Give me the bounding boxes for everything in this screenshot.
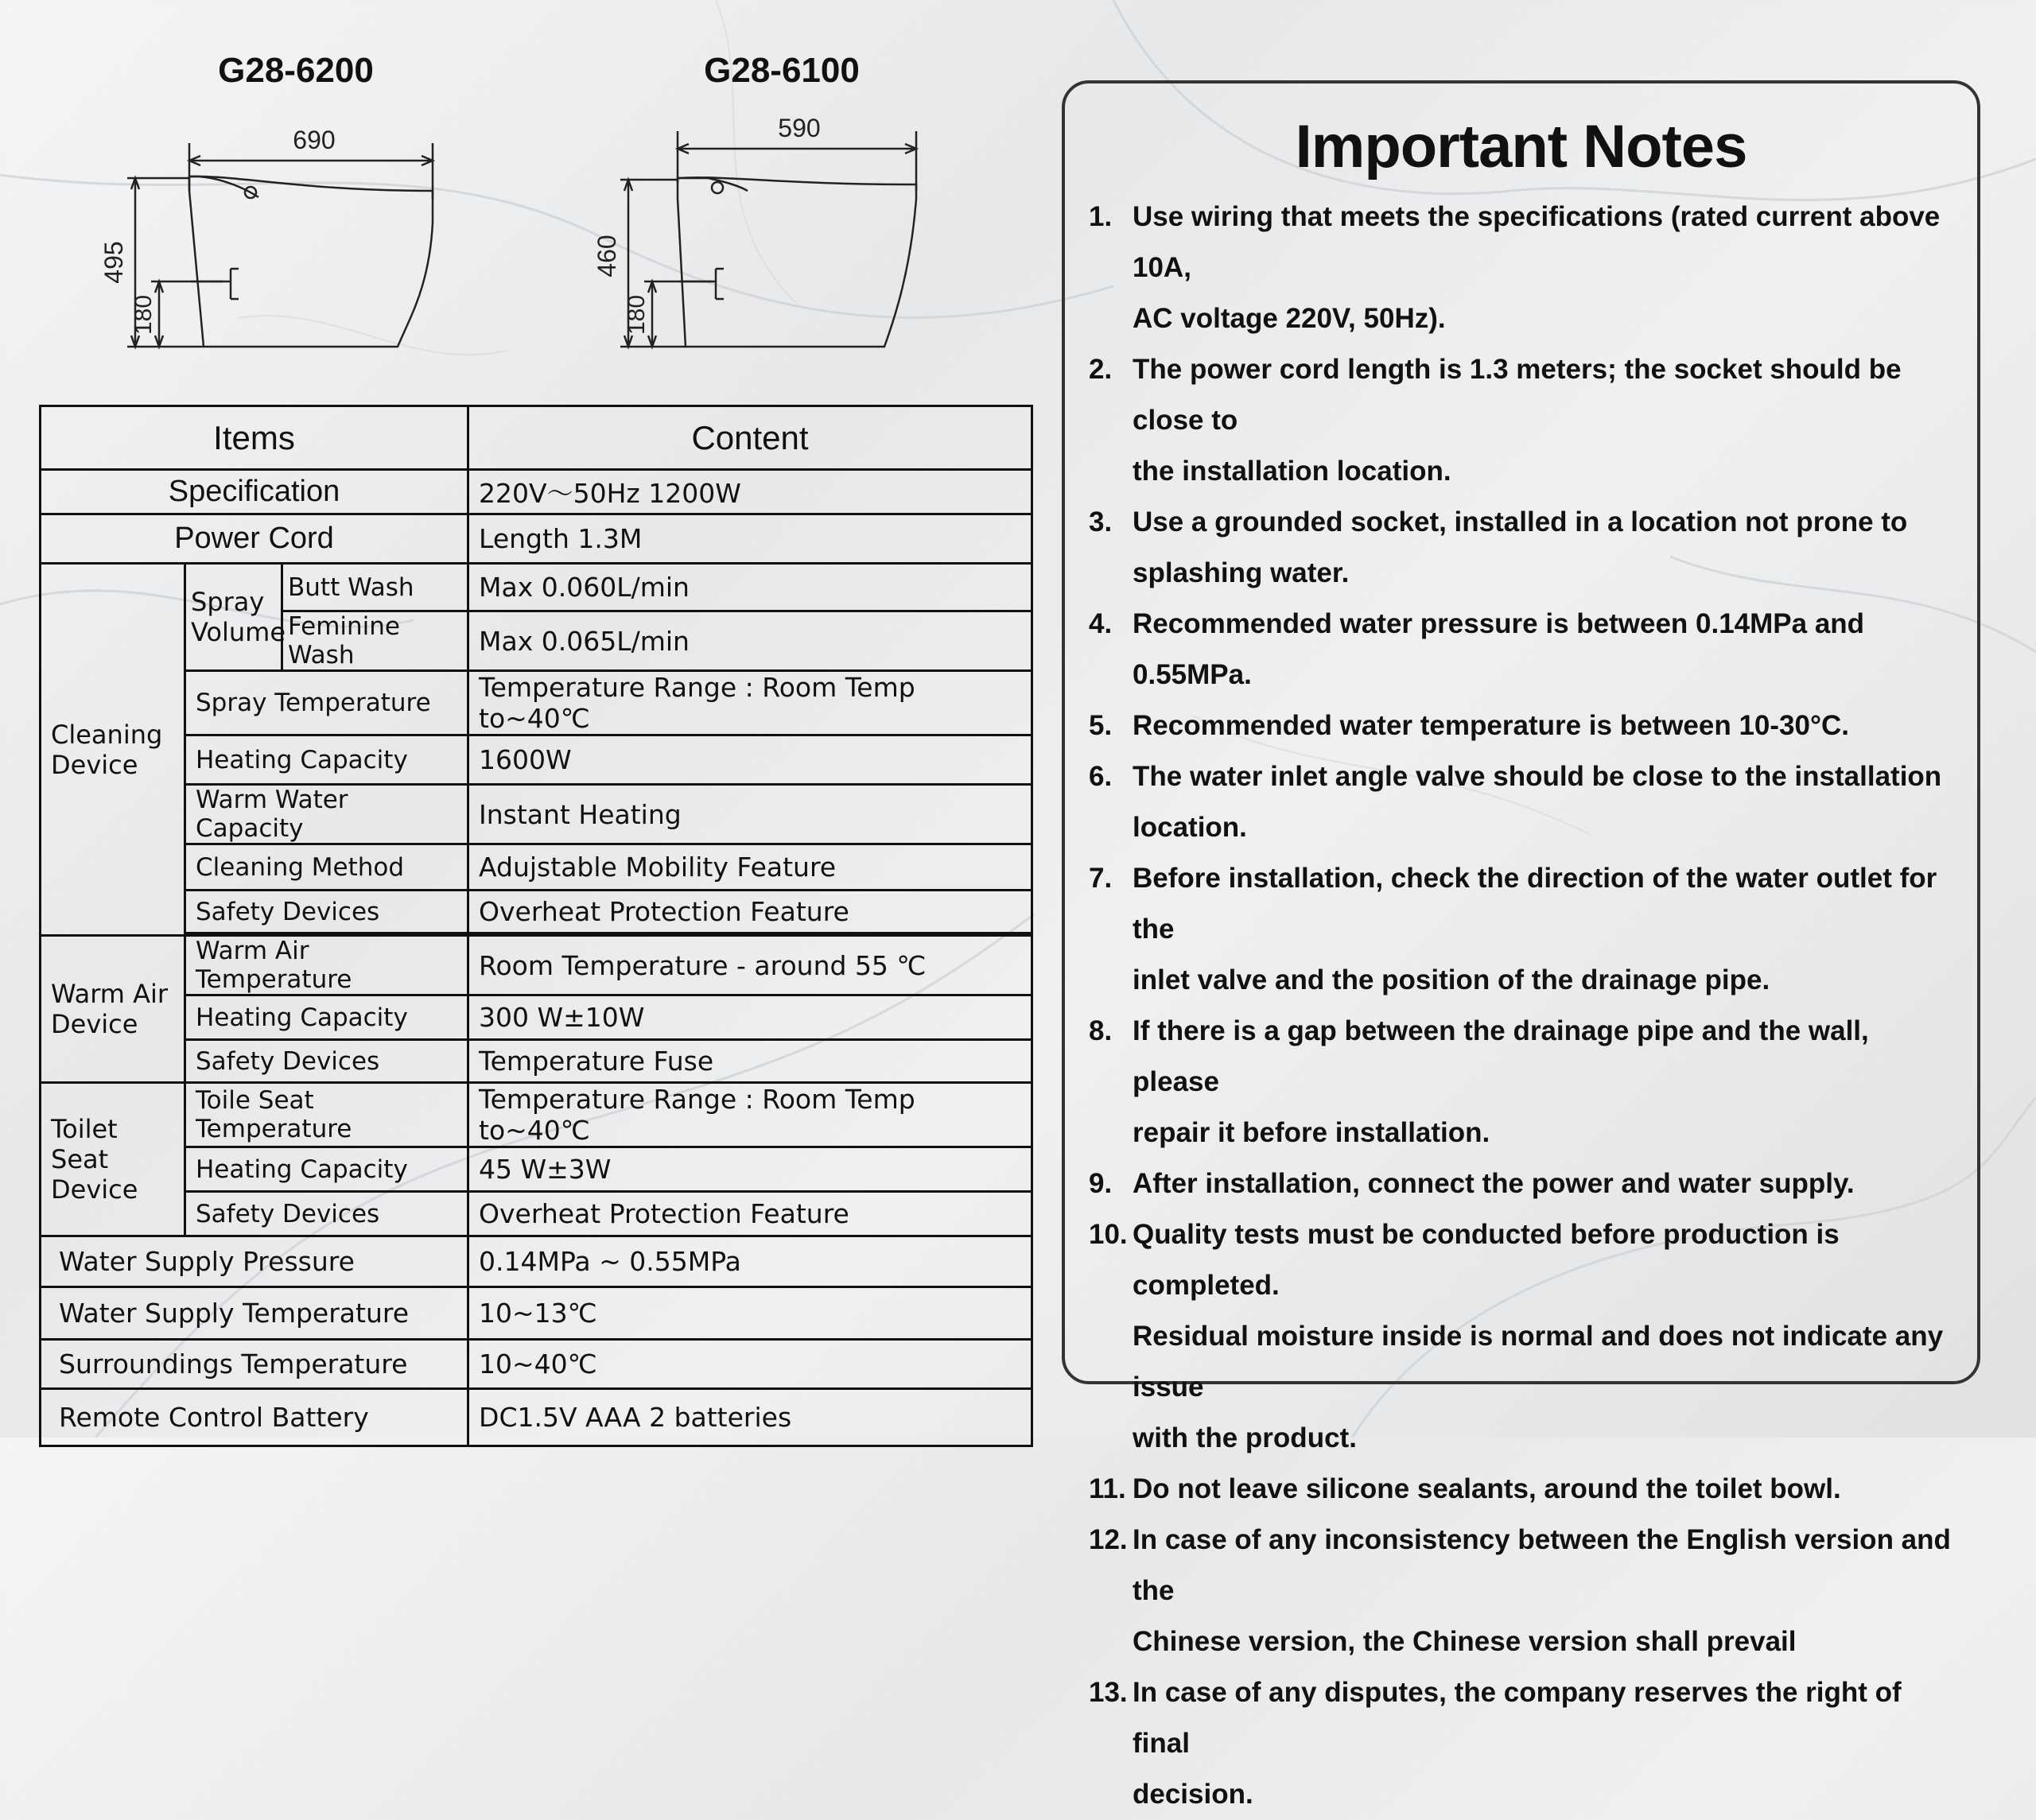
note-number: 1. (1089, 201, 1113, 232)
note-item (1089, 344, 1961, 497)
dim-inlet-6200: 180 (130, 294, 157, 336)
note-text-line: Quality tests must be conducted before production is completed. (1133, 1219, 1840, 1301)
row-value-remote-battery: DC1.5V AAA 2 batteries (468, 1389, 1032, 1446)
note-item (1089, 1158, 1961, 1209)
row-value-warm-air-safety: Temperature Fuse (468, 1040, 1032, 1083)
note-number: 8. (1089, 1015, 1113, 1046)
spray-volume-label: Spray Volume (185, 564, 282, 671)
row-label-remote-battery: Remote Control Battery (41, 1389, 468, 1446)
row-value-warm-air-temperature: Room Temperature - around 55 ℃ (468, 936, 1032, 995)
row-value-specification: 220V～50Hz 1200W (468, 470, 1032, 514)
note-text-line: with the product. (1133, 1422, 1357, 1453)
dim-inlet-6100: 180 (624, 294, 650, 336)
table-row (41, 995, 1032, 1040)
note-text-line: splashing water. (1133, 557, 1350, 588)
note-number: 5. (1089, 710, 1113, 741)
row-label-warm-water-capacity: Warm Water Capacity (185, 785, 468, 844)
dim-height-6200: 495 (99, 241, 128, 284)
note-number: 6. (1089, 761, 1113, 792)
note-item (1089, 1006, 1961, 1158)
model-title-g28-6200: G28-6200 (218, 51, 374, 90)
row-label-seat-safety: Safety Devices (185, 1192, 468, 1236)
note-text-line: repair it before installation. (1133, 1117, 1490, 1148)
table-row (41, 1340, 1032, 1389)
table-row (41, 1236, 1032, 1287)
notes-list (1089, 192, 1961, 1820)
note-text-line: AC voltage 220V, 50Hz). (1133, 303, 1446, 334)
row-label-water-temperature: Water Supply Temperature (41, 1287, 468, 1340)
row-value-water-pressure: 0.14MPa ~ 0.55MPa (468, 1236, 1032, 1287)
row-label-water-pressure: Water Supply Pressure (41, 1236, 468, 1287)
row-value-warm-air-heating: 300 W±10W (468, 995, 1032, 1040)
note-item (1089, 853, 1961, 1006)
group-toilet-seat-device: Toilet Seat Device (41, 1083, 185, 1236)
note-text-line: If there is a gap between the drainage pipe and the wall, please (1133, 1015, 1869, 1097)
table-row (41, 785, 1032, 844)
note-text-line: decision. (1133, 1779, 1253, 1810)
note-number: 4. (1089, 608, 1113, 639)
note-number: 13. (1089, 1677, 1128, 1708)
note-text-line: Chinese version, the Chinese version shall prevail (1133, 1626, 1797, 1657)
dim-width-6100: 590 (778, 114, 821, 142)
row-label-heating-capacity: Heating Capacity (185, 735, 468, 785)
table-row (41, 1083, 1032, 1147)
row-label-seat-heating: Heating Capacity (185, 1147, 468, 1192)
group-warm-air-device: Warm Air Device (41, 936, 185, 1083)
group-cleaning-device: Cleaning Device (41, 564, 185, 936)
dim-height-6100: 460 (593, 235, 621, 277)
table-row (41, 936, 1032, 995)
note-text-line: Recommended water pressure is between 0.14MPa and 0.55MPa. (1133, 608, 1865, 690)
row-label-seat-temperature: Toile Seat Temperature (185, 1083, 468, 1147)
note-text-line: inlet valve and the position of the drainage pipe. (1133, 964, 1770, 995)
row-value-cleaning-method: Adujstable Mobility Feature (468, 844, 1032, 891)
row-label-cleaning-method: Cleaning Method (185, 844, 468, 891)
toilet-side-view-g28-6200 (95, 111, 477, 366)
row-value-feminine-wash: Max 0.065L/min (468, 611, 1032, 671)
row-label-warm-air-safety: Safety Devices (185, 1040, 468, 1083)
note-text-line: Recommended water temperature is between 10-30°C. (1133, 710, 1849, 741)
table-row (41, 671, 1032, 735)
table-row (41, 564, 1032, 611)
note-number: 2. (1089, 354, 1113, 385)
row-label-butt-wash: Butt Wash (282, 564, 468, 611)
note-item (1089, 192, 1961, 344)
header-content: Content (468, 406, 1032, 470)
table-row (41, 1147, 1032, 1192)
note-text-line: In case of any inconsistency between the English version and the (1133, 1524, 1951, 1606)
row-value-seat-temperature: Temperature Range : Room Temp to~40℃ (468, 1083, 1032, 1147)
note-item (1089, 1515, 1961, 1667)
note-item (1089, 497, 1961, 599)
note-number: 10. (1089, 1219, 1128, 1250)
row-value-spray-temperature: Temperature Range : Room Temp to~40℃ (468, 671, 1032, 735)
header-items: Items (41, 406, 468, 470)
note-number: 7. (1089, 863, 1113, 894)
note-text-line: Use a grounded socket, installed in a location not prone to (1133, 506, 1908, 537)
row-value-power-cord: Length 1.3M (468, 514, 1032, 564)
row-label-warm-air-heating: Heating Capacity (185, 995, 468, 1040)
row-value-butt-wash: Max 0.060L/min (468, 564, 1032, 611)
row-label-warm-air-temperature: Warm Air Temperature (185, 936, 468, 995)
row-value-seat-heating: 45 W±3W (468, 1147, 1032, 1192)
note-number: 12. (1089, 1524, 1128, 1555)
note-item (1089, 751, 1961, 853)
note-item (1089, 1209, 1961, 1464)
spec-table (39, 405, 1033, 1447)
row-label-specification: Specification (41, 470, 468, 514)
note-text-line: Before installation, check the direction of the water outlet for the (1133, 863, 1937, 945)
row-label-cleaning-safety: Safety Devices (185, 891, 468, 933)
table-row (41, 844, 1032, 891)
note-text-line: Do not leave silicone sealants, around the toilet bowl. (1133, 1473, 1841, 1504)
row-value-warm-water-capacity: Instant Heating (468, 785, 1032, 844)
row-value-water-temperature: 10~13℃ (468, 1287, 1032, 1340)
table-row (41, 1040, 1032, 1083)
note-number: 11. (1089, 1473, 1126, 1504)
note-text-line: Use wiring that meets the specifications (rated current above 10A, (1133, 201, 1941, 283)
table-row (41, 514, 1032, 564)
table-row (41, 1192, 1032, 1236)
notes-title: Important Notes (1295, 113, 1747, 180)
table-header-row (41, 406, 1032, 470)
table-row (41, 1287, 1032, 1340)
row-label-feminine-wash: Feminine Wash (282, 611, 468, 671)
note-item (1089, 599, 1961, 700)
note-text-line: the installation location. (1133, 456, 1451, 487)
note-item (1089, 1464, 1961, 1515)
dim-width-6200: 690 (293, 126, 336, 154)
table-row (41, 735, 1032, 785)
note-text-line: location. (1133, 812, 1247, 843)
row-label-power-cord: Power Cord (41, 514, 468, 564)
row-value-seat-safety: Overheat Protection Feature (468, 1192, 1032, 1236)
note-text-line: After installation, connect the power and water supply. (1133, 1168, 1855, 1199)
toilet-side-view-g28-6100 (589, 111, 954, 366)
note-text-line: The water inlet angle valve should be close to the installation (1133, 761, 1942, 792)
note-text-line: Residual moisture inside is normal and does not indicate any issue (1133, 1321, 1944, 1403)
model-title-g28-6100: G28-6100 (704, 51, 860, 90)
note-item (1089, 1667, 1961, 1820)
row-value-heating-capacity: 1600W (468, 735, 1032, 785)
note-item (1089, 700, 1961, 751)
row-value-surroundings-temperature: 10~40℃ (468, 1340, 1032, 1389)
row-value-cleaning-safety: Overheat Protection Feature (468, 891, 1032, 933)
table-row (41, 470, 1032, 514)
note-number: 3. (1089, 506, 1113, 537)
table-row (41, 891, 1032, 933)
important-notes-panel (1062, 80, 1980, 1810)
row-label-spray-temperature: Spray Temperature (185, 671, 468, 735)
note-text-line: The power cord length is 1.3 meters; the socket should be close to (1133, 354, 1902, 436)
row-label-surroundings-temperature: Surroundings Temperature (41, 1340, 468, 1389)
note-number: 9. (1089, 1168, 1113, 1199)
note-text-line: In case of any disputes, the company reserves the right of final (1133, 1677, 1902, 1759)
